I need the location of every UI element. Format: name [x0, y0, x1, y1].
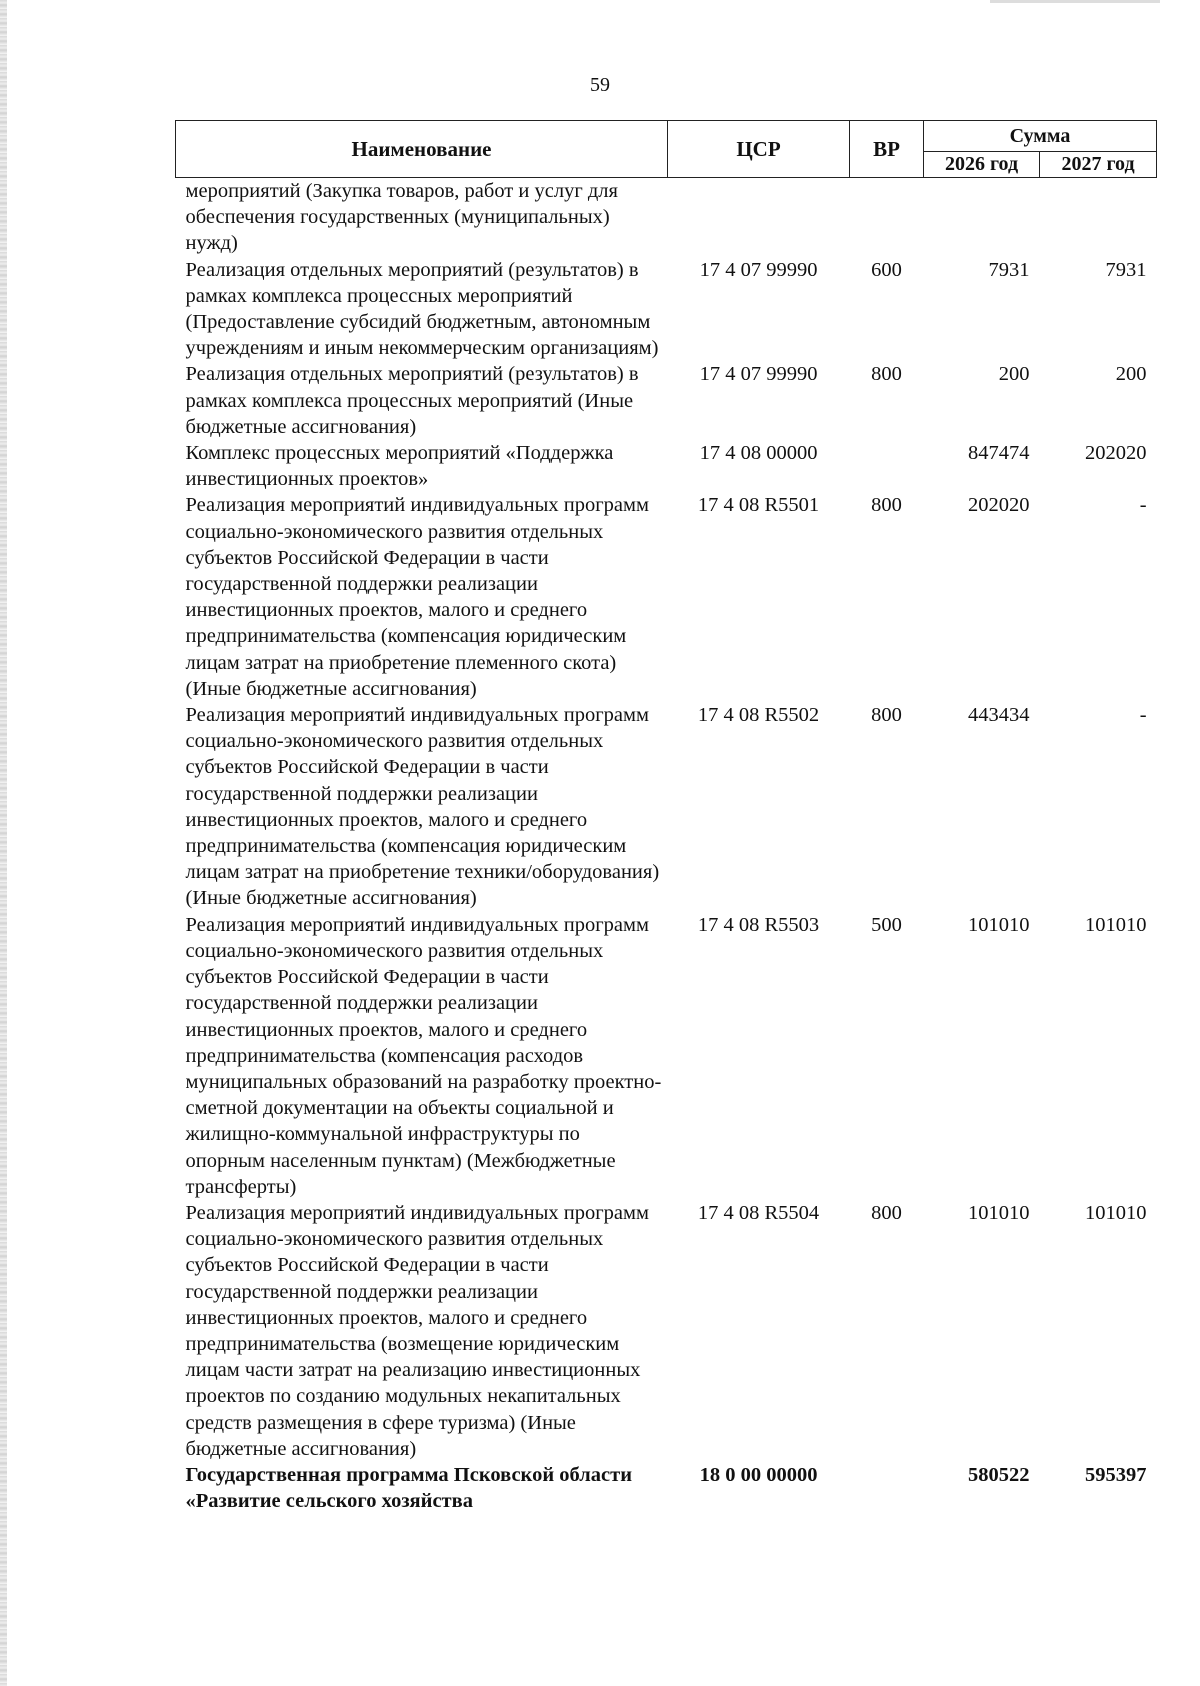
table-row: [176, 702, 1157, 912]
cell-amount-2026: 580522: [968, 1463, 1030, 1486]
cell-amount-2026: [924, 178, 1040, 257]
cell-name: Реализация мероприятий индивидуальных программ социально-экономического развития отдельных субъектов Российской Федерации в части государственной поддержки реализации инвестиционных проектов, малого и среднего предпринимательства (компенсация расходов муниципальных образований на разработку проектно-сметной документации на объекты социальной и жилищно-коммунальной инфраструктуры по опорным населенным пунктам) (Межбюджетные трансферты): [185, 913, 662, 1198]
cell-vr: 500: [871, 913, 902, 936]
header-vr: ВР: [850, 121, 924, 178]
scan-edge-top: [990, 0, 1160, 3]
table-row: [176, 440, 1157, 492]
table-row: [176, 1200, 1157, 1462]
cell-csr: 17 4 08 R5502: [697, 704, 820, 727]
budget-table: [175, 120, 1157, 1514]
cell-csr: 17 4 08 R5501: [697, 494, 820, 517]
scan-edge-left: [0, 0, 7, 1686]
cell-amount-2027: -: [1139, 494, 1147, 517]
cell-amount-2027: 101010: [1085, 913, 1147, 936]
cell-name: мероприятий (Закупка товаров, работ и услуг для обеспечения государственных (муниципальных) нужд): [185, 180, 618, 255]
header-csr: ЦСР: [668, 121, 850, 178]
cell-name: Реализация отдельных мероприятий (результатов) в рамках комплекса процессных мероприятий (Иные бюджетные ассигнования): [185, 363, 639, 438]
cell-amount-2026: 7931: [988, 258, 1030, 281]
table-header: [176, 121, 1157, 178]
cell-amount-2026: 101010: [968, 1201, 1030, 1224]
cell-amount-2026: 200: [998, 363, 1030, 386]
cell-name: Реализация мероприятий индивидуальных программ социально-экономического развития отдельных субъектов Российской Федерации в части государственной поддержки реализации инвестиционных проектов, малого и среднего предпринимательства (возмещение юридическим лицам части затрат на реализацию инвестиционных проектов по созданию модульных некапитальных средств размещения в сфере туризма) (Иные бюджетные ассигнования): [185, 1201, 649, 1460]
cell-vr: 600: [871, 258, 902, 281]
cell-csr: [668, 178, 850, 257]
cell-csr: 17 4 07 99990: [699, 258, 818, 281]
table-row: [176, 912, 1157, 1200]
cell-amount-2027: -: [1139, 704, 1147, 727]
cell-name: Реализация мероприятий индивидуальных программ социально-экономического развития отдельных субъектов Российской Федерации в части государственной поддержки реализации инвестиционных проектов, малого и среднего предпринимательства (компенсация юридическим лицам затрат на приобретение техники/оборудования) (Иные бюджетные ассигнования): [185, 704, 660, 910]
cell-csr: 18 0 00 00000: [699, 1463, 818, 1486]
cell-csr: 17 4 08 00000: [699, 442, 818, 465]
page-number: 59: [590, 74, 610, 96]
header-sum: Сумма: [924, 121, 1157, 152]
budget-table-container: [175, 120, 1156, 1514]
cell-csr: 17 4 07 99990: [699, 363, 818, 386]
table-row: [176, 361, 1157, 440]
table-row: [176, 1462, 1157, 1514]
cell-vr: [850, 178, 924, 257]
header-name: Наименование: [176, 121, 668, 178]
cell-vr: 800: [871, 494, 902, 517]
cell-name: Реализация мероприятий индивидуальных программ социально-экономического развития отдельных субъектов Российской Федерации в части государственной поддержки реализации инвестиционных проектов, малого и среднего предпринимательства (компенсация юридическим лицам затрат на приобретение племенного скота) (Иные бюджетные ассигнования): [185, 494, 649, 700]
cell-amount-2026: 847474: [968, 442, 1030, 465]
table-row: [176, 492, 1157, 702]
cell-csr: 17 4 08 R5504: [697, 1201, 820, 1224]
table-body: [176, 178, 1157, 1515]
cell-amount-2027: [1040, 178, 1157, 257]
header-year-2026: 2026 год: [924, 152, 1040, 178]
cell-amount-2026: 202020: [968, 494, 1030, 517]
cell-name: Реализация отдельных мероприятий (результатов) в рамках комплекса процессных мероприятий (Предоставление субсидий бюджетным, автономным учреждениям и иным некоммерческим организациям): [185, 258, 659, 360]
cell-vr: [850, 1462, 924, 1514]
cell-amount-2027: 7931: [1105, 258, 1147, 281]
cell-amount-2027: 595397: [1085, 1463, 1147, 1486]
cell-amount-2027: 202020: [1085, 442, 1147, 465]
cell-amount-2026: 101010: [968, 913, 1030, 936]
cell-amount-2027: 200: [1115, 363, 1147, 386]
table-row: [176, 257, 1157, 362]
cell-vr: 800: [871, 363, 902, 386]
cell-amount-2027: 101010: [1085, 1201, 1147, 1224]
cell-vr: 800: [871, 1201, 902, 1224]
cell-amount-2026: 443434: [968, 704, 1030, 727]
cell-csr: 17 4 08 R5503: [697, 913, 820, 936]
cell-vr: 800: [871, 704, 902, 727]
cell-name: Комплекс процессных мероприятий «Поддержка инвестиционных проектов»: [185, 442, 614, 491]
header-year-2027: 2027 год: [1040, 152, 1157, 178]
table-row: [176, 178, 1157, 257]
cell-name: Государственная программа Псковской области «Развитие сельского хозяйства: [185, 1463, 633, 1513]
cell-vr: [850, 440, 924, 492]
